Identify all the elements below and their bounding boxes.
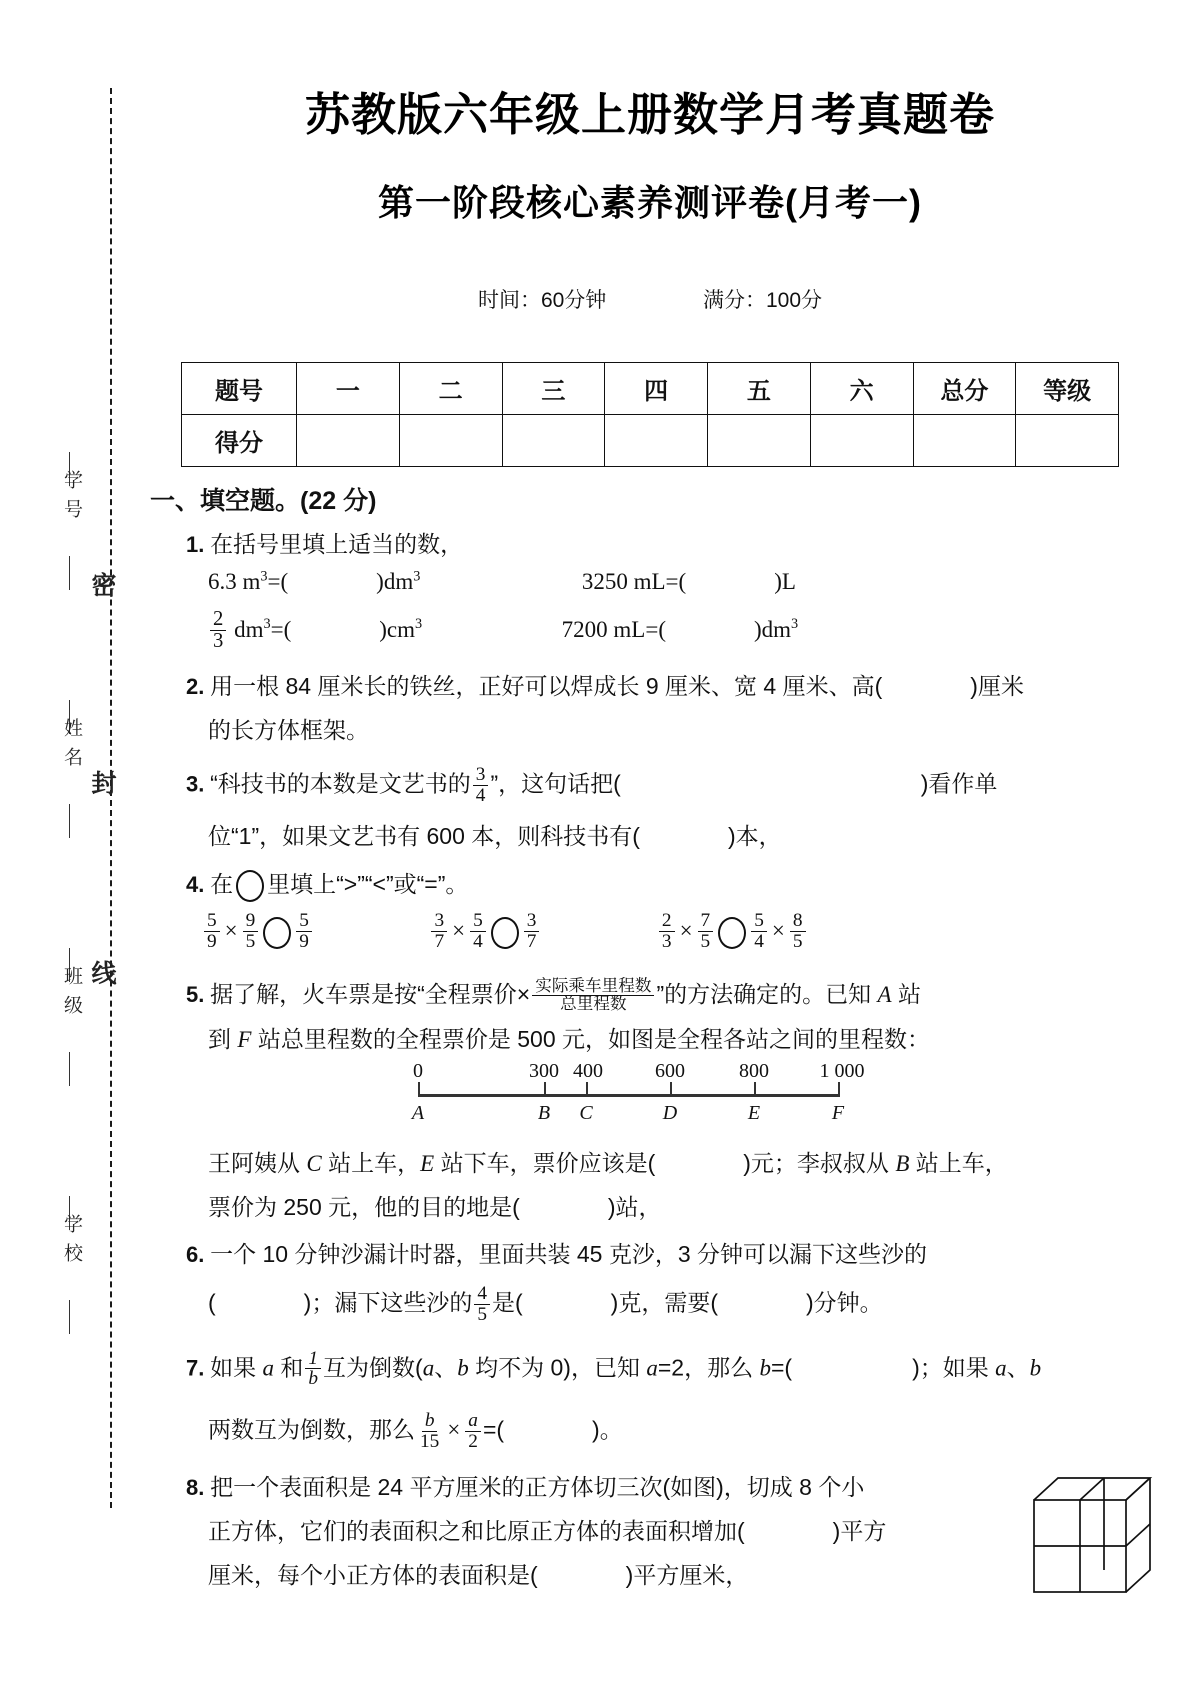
conv-4-mid: =(	[645, 616, 666, 642]
fraction-numerator: 1	[305, 1349, 321, 1370]
variable-b: b	[759, 1355, 771, 1380]
page-title: 苏教版六年级上册数学月考真题卷	[304, 89, 995, 140]
question-number: 4.	[186, 871, 205, 897]
total-score-label: 满分：100分	[703, 289, 823, 312]
expression-2: $\frac{3}{7}$ × $\frac{5}{4}$ $\frac{3}{7}$	[429, 912, 541, 952]
comparison-circle-icon	[236, 870, 264, 902]
score-table-row-label: 得分	[182, 415, 297, 467]
mileage-number-line-figure	[150, 1059, 1150, 1146]
question-3-line2b: )本，	[727, 822, 782, 849]
question-number: 2.	[186, 673, 205, 699]
seal-deco-line	[69, 556, 70, 590]
exam-page	[150, 0, 1150, 1684]
score-table	[181, 362, 1119, 467]
conv-1-rsup: 3	[413, 568, 421, 585]
score-table-row-label: 题号	[182, 363, 297, 415]
conv-3-close: )cm	[379, 616, 416, 642]
tick-value-1000: 1 000	[819, 1059, 865, 1082]
question-2-line2-wrap	[208, 715, 1150, 747]
fraction-denominator: 3	[661, 931, 672, 953]
score-col-total: 总分	[913, 363, 1016, 415]
station-label-b: B	[537, 1101, 551, 1124]
question-number: 8.	[186, 1475, 205, 1501]
score-cell[interactable]	[399, 415, 502, 467]
score-col-3: 三	[502, 363, 605, 415]
comparison-circle-icon[interactable]	[718, 917, 746, 949]
fraction-one-over-b	[305, 1349, 321, 1389]
station-label-c: C	[579, 1101, 593, 1124]
variable-a: a	[995, 1355, 1007, 1380]
question-7-line2c: )。	[592, 1416, 623, 1443]
question-7	[186, 1347, 1150, 1390]
question-7-line2b: =(	[482, 1416, 505, 1443]
fraction-mileage-ratio	[532, 978, 654, 1013]
seal-label-school: 学校	[61, 1214, 82, 1272]
score-col-1: 一	[297, 363, 400, 415]
station-label-e: E	[747, 1101, 761, 1124]
fraction-denominator: 5	[700, 931, 711, 953]
conv-2-left: 3250 mL	[581, 568, 666, 594]
question-5-p4a: 票价为 250 元，他的目的地是(	[208, 1193, 520, 1220]
variable-a: a	[422, 1355, 435, 1380]
tick-value-600: 600	[655, 1059, 685, 1082]
fraction-numerator: 7	[698, 911, 714, 932]
question-6-line2a: (	[208, 1289, 216, 1316]
question-7-b: 和	[274, 1354, 304, 1380]
fraction	[751, 911, 767, 951]
tick-value-400: 400	[573, 1059, 603, 1082]
fraction-denominator: 5	[245, 931, 256, 953]
fraction-denominator: 总里程数	[560, 993, 627, 1013]
question-8-line2a: 正方体，它们的表面积之和比原正方体的表面积增加(	[208, 1518, 745, 1545]
question-7-a: 如果	[210, 1354, 263, 1380]
question-6-line2	[208, 1285, 1150, 1325]
page-subtitle: 第一阶段核心素养测评卷(月考一)	[378, 182, 922, 223]
fraction	[470, 911, 486, 951]
fraction-numerator: 2	[659, 911, 675, 932]
seal-word-xian: 线	[88, 960, 116, 989]
question-3	[186, 766, 1150, 806]
fraction-numerator: 9	[243, 911, 259, 932]
station-letter-b: B	[895, 1150, 910, 1176]
conv-3-left: dm	[234, 616, 264, 642]
station-label-a: A	[411, 1101, 425, 1124]
seal-label-name: 姓名	[61, 718, 82, 776]
conv-2-close: )L	[774, 568, 796, 594]
seal-word-mi: 密	[88, 572, 116, 601]
tick-mark	[418, 1082, 420, 1097]
fraction-a-over-2	[465, 1411, 481, 1451]
question-8-line3	[208, 1560, 1078, 1592]
fraction-two-thirds	[210, 609, 226, 652]
question-5-p1d: 站	[891, 980, 921, 1007]
expression-3: $\frac{2}{3}$ × $\frac{7}{5}$ $\frac{5}{4}$ × $\frac{8}{5}$	[657, 912, 808, 952]
question-3-part-b: ”，这句话把(	[490, 770, 621, 797]
fraction	[243, 911, 259, 951]
conv-1-close: )dm	[376, 568, 414, 594]
fraction-numerator: 2	[210, 609, 226, 631]
question-6	[186, 1239, 1150, 1271]
time-limit-label: 时间：60分钟	[477, 289, 607, 312]
seal-deco-line	[69, 1052, 70, 1086]
score-cell[interactable]	[708, 415, 811, 467]
tick-value-300: 300	[529, 1059, 559, 1082]
number-line-axis	[418, 1094, 838, 1097]
conv-1-left: 6.3 m	[208, 568, 261, 594]
question-5-p3c: 站上车，	[321, 1149, 421, 1176]
fraction-three-quarters	[473, 765, 489, 805]
exam-meta	[150, 284, 1150, 314]
question-5-p1a: 据了解，火车票是按“全程票价×	[210, 980, 531, 1007]
question-7-j-mid: 、	[1006, 1354, 1030, 1380]
question-5-line2	[208, 1024, 1150, 1056]
question-2-line1b: )厘米	[970, 672, 1024, 699]
seal-label-student-id: 学号	[61, 470, 82, 528]
fraction-denominator: 4	[475, 785, 486, 807]
fraction-four-fifths	[474, 1284, 490, 1324]
tick-mark	[544, 1082, 546, 1097]
question-8	[186, 1472, 1056, 1504]
fraction-numerator: 5	[470, 911, 486, 932]
station-letter-e: E	[420, 1150, 435, 1176]
question-2-line1: 用一根 84 厘米长的铁丝，正好可以焊成长 9 厘米、宽 4 厘米、高(	[210, 672, 883, 699]
question-number: 6.	[186, 1242, 205, 1268]
fraction-denominator: 7	[434, 931, 445, 953]
question-6-line2e: )分钟。	[806, 1289, 883, 1316]
question-6-line1: 一个 10 分钟沙漏计时器，里面共装 45 克沙，3 分钟可以漏下这些沙的	[210, 1241, 928, 1268]
expression-1: $\frac{5}{9}$ × $\frac{9}{5}$ $\frac{5}{9}$	[202, 912, 314, 952]
question-4-stem-b: 里填上“>”“<”或“=”。	[267, 870, 469, 897]
score-col-4: 四	[605, 363, 708, 415]
question-1-row-a	[208, 567, 1150, 598]
question-7-c: 互为倒数(	[323, 1354, 423, 1380]
score-cell[interactable]	[1016, 415, 1119, 467]
score-col-2: 二	[399, 363, 502, 415]
fraction-denominator: 9	[207, 931, 217, 953]
question-8-block	[150, 1472, 1150, 1591]
question-7-line2a: 两数互为倒数，那么	[208, 1416, 415, 1443]
conv-4-left: 7200 mL	[561, 616, 646, 642]
score-cell[interactable]	[810, 415, 913, 467]
fraction-denominator: 4	[754, 931, 764, 953]
fraction-numerator: 8	[790, 911, 806, 932]
score-cell[interactable]	[605, 415, 708, 467]
conv-1-mid: =(	[267, 568, 289, 594]
fraction-denominator: 15	[420, 1430, 440, 1452]
tick-mark	[754, 1082, 756, 1097]
fraction	[659, 911, 675, 951]
station-label-d: D	[662, 1101, 678, 1124]
fraction-denominator: 5	[477, 1303, 487, 1325]
question-2	[186, 671, 1150, 703]
seal-deco-line	[69, 804, 70, 838]
question-8-line2	[208, 1516, 1078, 1548]
fraction-numerator: 4	[474, 1284, 490, 1305]
station-letter-a: A	[877, 981, 892, 1007]
conv-3-mid: =(	[270, 616, 292, 642]
score-cell[interactable]	[913, 415, 1016, 467]
score-col-5: 五	[708, 363, 811, 415]
question-6-line2b: )；漏下这些沙的	[303, 1289, 473, 1316]
question-7-d: 均不为 0)，已知	[468, 1354, 647, 1380]
question-6-line2c: 是(	[492, 1289, 523, 1316]
fraction	[790, 911, 806, 951]
fraction-denominator: 7	[526, 931, 537, 953]
question-number: 1.	[186, 532, 205, 557]
score-col-grade: 等级	[1016, 363, 1119, 415]
fraction-numerator: b	[422, 1411, 438, 1432]
variable-a: a	[262, 1355, 274, 1380]
variable-b: b	[1029, 1355, 1042, 1380]
question-8-line3a: 厘米，每个小正方体的表面积是(	[208, 1561, 538, 1588]
fraction-denominator: 3	[213, 629, 224, 652]
comparison-circle-icon[interactable]	[263, 917, 291, 949]
tick-mark	[670, 1082, 672, 1097]
question-2-line2: 的长方体框架。	[208, 716, 369, 743]
seal-deco-line	[69, 1300, 70, 1334]
score-col-6: 六	[810, 363, 913, 415]
question-7-i: )；如果	[912, 1354, 996, 1380]
fraction-denominator: 9	[299, 931, 309, 953]
tick-mark	[586, 1082, 588, 1097]
question-8-line3b: )平方厘米，	[625, 1561, 749, 1588]
question-number: 5.	[186, 981, 205, 1007]
tick-mark	[838, 1082, 840, 1097]
question-5	[186, 976, 1150, 1014]
question-1-stem: 在括号里填上适当的数，	[210, 531, 464, 557]
station-letter-f: F	[237, 1026, 252, 1052]
fraction-denominator: 5	[792, 931, 803, 953]
question-7-h: =(	[770, 1354, 793, 1380]
conv-3-lsup: 3	[263, 615, 271, 632]
fraction-numerator: 5	[751, 911, 767, 932]
fraction-numerator: 3	[473, 765, 489, 786]
score-cell[interactable]	[297, 415, 400, 467]
question-5-p3f: )元；李叔叔从	[743, 1149, 896, 1176]
question-1-row-b	[208, 607, 1150, 653]
conv-4-rsup: 3	[791, 615, 799, 632]
fraction	[524, 911, 540, 951]
comparison-circle-icon[interactable]	[491, 917, 519, 949]
question-3-line2	[208, 821, 1150, 853]
question-8-line2b: )平方	[832, 1518, 887, 1545]
fraction-b-over-15	[417, 1411, 442, 1451]
conv-3-rsup: 3	[415, 615, 423, 632]
question-7-line2: 两数互为倒数，那么 $\frac{b}{15}$ × $\frac{a}{2}$ =( )。	[208, 1409, 623, 1452]
fraction-numerator: 实际乘车里程数	[532, 978, 654, 996]
question-8-line1: 把一个表面积是 24 平方厘米的正方体切三次(如图)，切成 8 个小	[210, 1474, 865, 1501]
question-5-p2a: 到	[208, 1025, 238, 1052]
question-5-p4b: )站，	[607, 1193, 662, 1220]
question-5-p2c: 站总里程数的全程票价是 500 元，如图是全程各站之间的里程数：	[251, 1025, 930, 1052]
question-number: 7.	[186, 1355, 205, 1380]
question-5-p1b: ”的方法确定的。已知	[656, 980, 878, 1007]
question-3-line2a: 位“1”，如果文艺书有 600 本，则科技书有(	[208, 822, 640, 849]
table-row-header	[182, 363, 1119, 415]
variable-a: a	[646, 1355, 658, 1380]
station-letter-c: C	[306, 1150, 322, 1176]
variable-b: b	[457, 1355, 469, 1380]
fraction-numerator: 3	[524, 911, 540, 932]
seal-label-class: 班级	[61, 966, 82, 1024]
fraction	[431, 911, 447, 951]
conv-2-mid: =(	[665, 568, 687, 594]
question-4-expressions	[202, 912, 1150, 952]
question-5-p3e: 站下车，票价应该是(	[434, 1149, 656, 1176]
fraction-numerator: 5	[204, 911, 220, 932]
question-1	[186, 529, 1150, 561]
fraction	[204, 911, 220, 951]
fraction	[296, 911, 312, 951]
seal-line-strip	[0, 0, 150, 1684]
question-7-f: =2，那么	[657, 1354, 760, 1380]
fraction-denominator: b	[308, 1368, 319, 1390]
question-4	[186, 869, 1150, 903]
question-5-line3	[208, 1148, 1150, 1180]
conv-4-close: )dm	[753, 616, 792, 642]
fraction-numerator: 3	[431, 911, 447, 932]
question-5-p3a: 王阿姨从	[208, 1149, 307, 1176]
conv-1-lsup: 3	[260, 568, 268, 585]
question-3-part-a: “科技书的本数是文艺书的	[210, 770, 471, 797]
fraction-denominator: 4	[473, 931, 483, 953]
question-6-line2d: )克，需要(	[610, 1289, 718, 1316]
fraction-denominator: 2	[468, 1430, 478, 1452]
fraction-numerator: a	[465, 1411, 481, 1432]
section-heading-fill-in-blanks: 一、填空题。(22 分)	[150, 487, 377, 515]
question-3-part-c: )看作单	[920, 770, 998, 797]
station-label-f: F	[831, 1101, 845, 1124]
table-row-scores	[182, 415, 1119, 467]
tick-value-800: 800	[739, 1059, 769, 1082]
fraction	[698, 911, 714, 951]
seal-word-feng: 封	[88, 770, 116, 799]
fraction-numerator: 5	[296, 911, 312, 932]
question-5-line4	[208, 1192, 1150, 1224]
question-number: 3.	[186, 771, 205, 797]
tick-value-0: 0	[413, 1059, 423, 1082]
question-7-c-mid: 、	[434, 1354, 458, 1380]
question-5-p3h: 站上车，	[909, 1149, 1008, 1176]
question-4-stem-a: 在	[210, 870, 234, 897]
score-cell[interactable]	[502, 415, 605, 467]
